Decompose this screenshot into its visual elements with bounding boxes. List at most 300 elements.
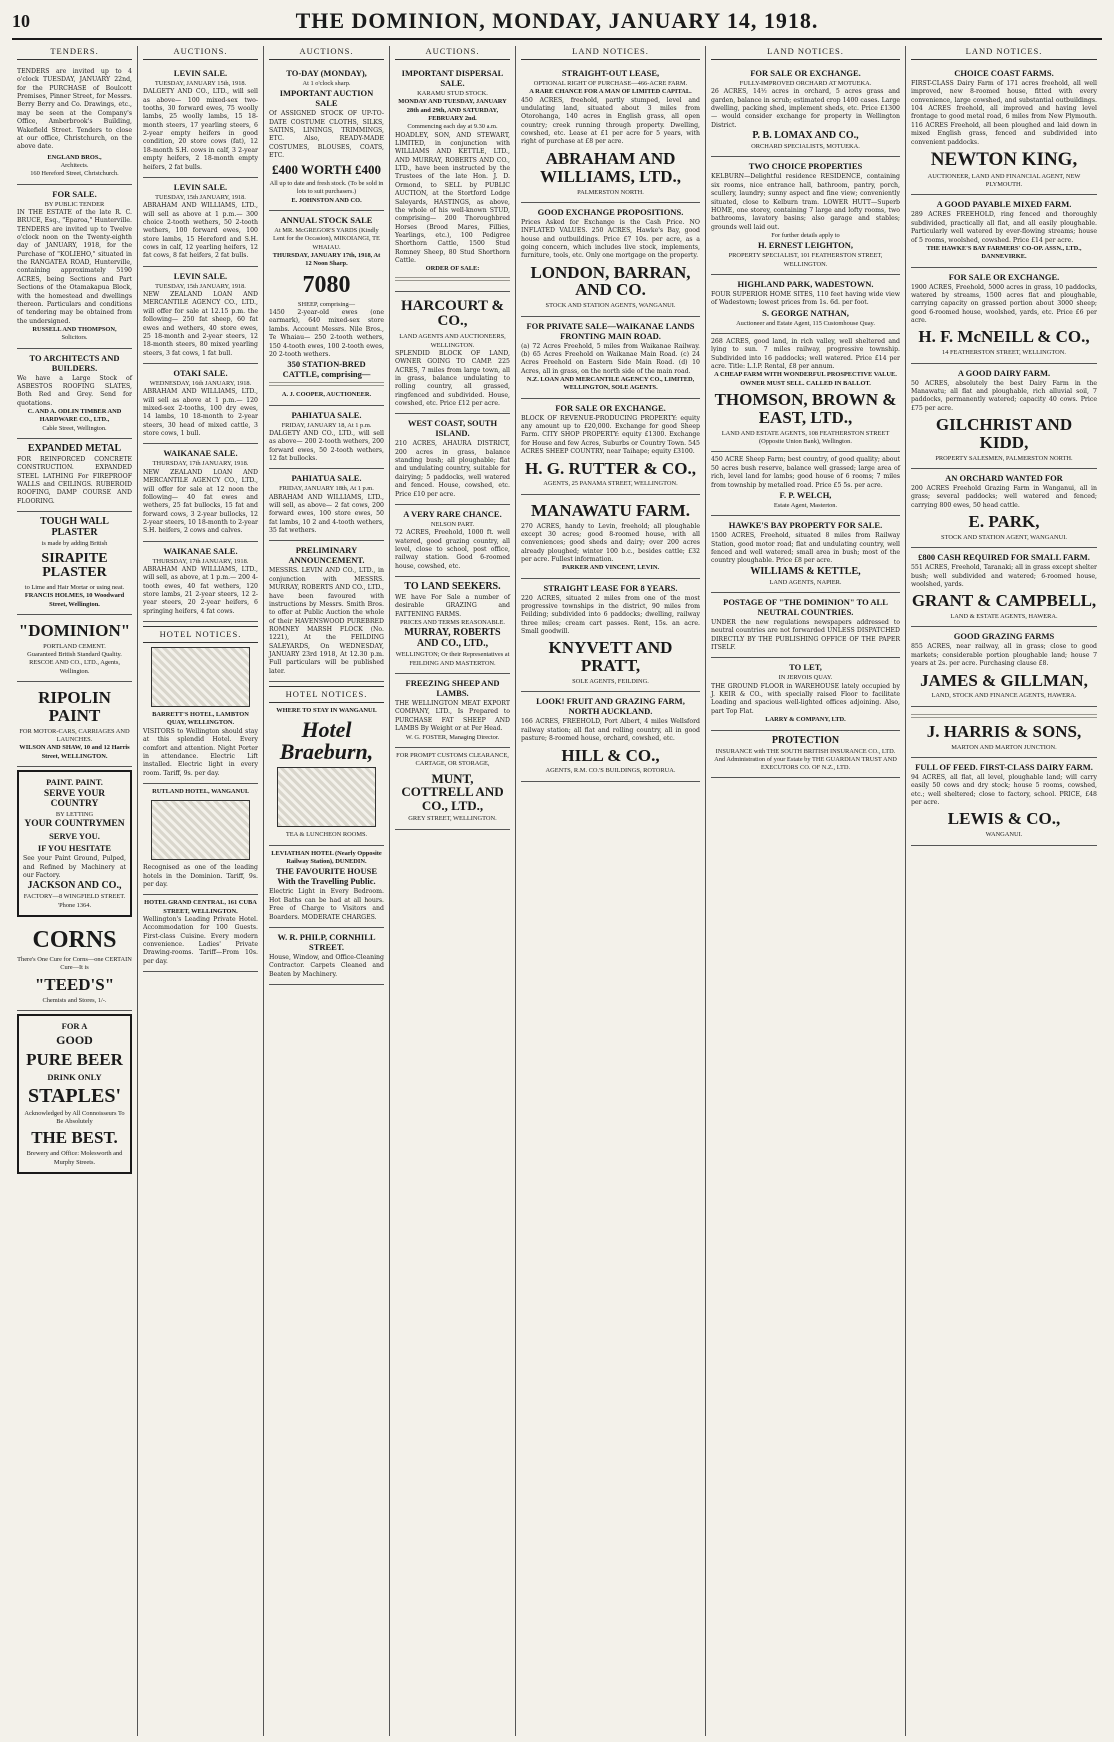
property-listing [911, 268, 1097, 364]
hotel-notice [269, 682, 384, 846]
agent-address: AUCTIONEER, LAND AND FINANCIAL AGENT, NEW PLYMOUTH. [927, 172, 1081, 189]
sale-body: ABRAHAM AND WILLIAMS, LTD., will sell as above at 1 p.m.— 300 choice 2-tooth wethers, 50 2-tooth wethers, 100 forward ewes, 100 store lambs, 15 Hereford and S.H. cows in calf, 12 yearling heifers, 12 fat cows, 8 fat heifers, 2 fat bulls. [143, 202, 258, 260]
section-header: AUCTIONS. [395, 46, 510, 60]
listing-title: FOR SALE OR EXCHANGE. [555, 402, 666, 413]
listing-body: FIRST-CLASS Dairy Farm of 171 acres freehold, all well improved, new 8-roomed house, fitted with every convenience, large cowshed, and substantial outbuildings. 104 ACRES freehold, all improved and having level frontage to good metal road, 6 miles from New Plymouth. 116 ACRES Freehold, all been ploughed and laid down in mixed English grass, fenced and subdivided into convenient paddocks. [911, 80, 1097, 146]
ad-line: YOUR COUNTRYMEN [24, 819, 125, 830]
agent-name: H. G. RUTTER & CO., [525, 458, 696, 478]
agent-name: F. P. WELCH, [779, 489, 832, 500]
hotel-illustration [151, 647, 250, 707]
agent-address: PROPERTY SPECIALIST, 101 FEATHERSTON STREET, WELLINGTON. [728, 252, 883, 268]
sale-notice [143, 64, 258, 178]
hotel-heading: THE FAVOURITE HOUSE With the Travelling Public. [275, 866, 378, 887]
agent-name: H. ERNEST LEIGHTON, [757, 240, 854, 251]
tender-notice [17, 185, 132, 349]
listing-body: 26 ACRES, 14½ acres in orchard, 5 acres grass and garden, balance in scrub; estimated crop 1400 cases. Large dwelling, packing shed, implement sheds, etc. Price £1300 — would consider exchange for property in Wellington District. [711, 88, 900, 129]
sale-order: ORDER OF SALE: [425, 265, 480, 273]
listing-title: A VERY RARE CHANCE. [403, 508, 502, 519]
sale-heading: IMPORTANT AUCTION SALE [279, 88, 374, 109]
sale-notice [269, 406, 384, 470]
ad-agent: WILSON AND SHAW, 10 and 12 Harris Street, WELLINGTON. [19, 744, 130, 760]
listing-body: 268 ACRES, good land, in rich valley, well sheltered and lying to sun. 7 miles railway, progressive township. Subdivided into 16 paddocks; well watered. Price £14 per acre. Title: L.I.P. Rental, £8 per annum. [711, 338, 900, 371]
hotel-name: RUTLAND HOTEL, WANGANUI. [152, 787, 249, 795]
paint-ad [17, 682, 132, 767]
corns-ad [17, 920, 132, 1011]
agent-address: LAND & ESTATE AGENTS, HAWERA. [950, 613, 1058, 621]
sale-body: NEW ZEALAND LOAN AND MERCANTILE AGENCY CO., LTD., will offer for sale at 12.15 p.m. the following— 250 fat sheep, 60 fat ewes and wethers, 40 store ewes, 25 18-month and 2-year steers, 12 18-month steers, 80 mixed yearling steers, 3 fat cows, 1 fat bull. [143, 291, 258, 357]
section-header: HOTEL NOTICES. [269, 686, 384, 703]
ad-subtitle: FOR MOTOR-CARS, CARRIAGES AND LAUNCHES. [19, 727, 130, 744]
section-header: LAND NOTICES. [911, 46, 1097, 60]
listing-body: 94 ACRES, all flat, all level, ploughable land; will carry easily 50 cows and dry stock; house 5 rooms, cowshed, etc.; well sheltered; close to factory, school. PRICE, £48 per acre. [911, 773, 1097, 806]
sale-count: 7080 [302, 271, 351, 298]
agent-address: PALMERSTON NORTH. [577, 188, 644, 196]
notice-title: TO LET, [789, 662, 822, 673]
property-listing [711, 516, 900, 593]
notice-body: THE GROUND FLOOR in WAREHOUSE lately occupied by J. KEIR & CO., with specially raised Floor to facilitate Loading and spacious well-lighted offices adjoining. Also, part Top Flat. [711, 682, 900, 715]
hotel-name: LEVIATHAN HOTEL (Nearly Opposite Railway Station), DUNEDIN. [271, 849, 382, 866]
listing-body: FOUR SUPERIOR HOME SITES, 110 feet having wide view of Wadestown; lowest prices from 1s. 6d. per foot. [711, 290, 900, 307]
ad-title: FOR SALE. [52, 188, 97, 199]
ad-tagline: PRICES AND TERMS REASONABLE. [400, 619, 505, 627]
listing-heading: A CHEAP FARM WITH WONDERFUL PROSPECTIVE VALUE. OWNER MUST SELL. CALLED IN BALLOT. [714, 371, 897, 387]
ad-subtitle: BY PUBLIC TENDER [44, 200, 105, 208]
building-supplies-ad [17, 349, 132, 439]
property-listing [911, 627, 1097, 706]
listing-body: 200 ACRES Freehold Grazing Farm in Wanganui, all in grass; several paddocks; well watered and fenced; carrying 800 ewes, 50 head cattle. [911, 484, 1097, 509]
sale-body: DALGETY AND CO., LTD., will sell as above— 200 2-tooth wethers, 200 forward ewes, 50 2-tooth wethers, 12 fat bullocks. [269, 429, 384, 462]
ad-phone: 'Phone 1364. [57, 901, 92, 909]
agent-address: Estate Agent, Masterton. [773, 501, 838, 509]
cement-ad [17, 615, 132, 682]
agent-name: HARCOURT & CO., [401, 297, 504, 330]
land-agent-ad [395, 292, 510, 415]
ad-line: GOOD [56, 1032, 93, 1047]
property-listing [711, 275, 900, 334]
agent-address: AGENTS, R.M. CO.'S BUILDINGS, ROTORUA. [545, 767, 676, 775]
agent-name: LONDON, BARRAN, AND CO. [530, 262, 691, 300]
brand-name: STAPLES' [28, 1084, 121, 1107]
agent-name: J. HARRIS & SONS, [926, 721, 1082, 741]
listing-subtitle: NELSON PART. [430, 520, 475, 528]
property-listing [911, 469, 1097, 548]
sale-subtitle: At 1 o'clock sharp. [302, 80, 351, 87]
paint-patriotic-ad [17, 770, 132, 917]
ad-body: IN THE ESTATE of the late R. C. BRUCE, Esq., "Eparoa," Hunterville. TENDERS are invited up to Twelve o'clock noon on the Twenty-eighth day of JANUARY, 1918, for the Purchase of "KOLIEHO," situated in the RANGATEA ROAD, Hunterville, containing approximately 5190 ACRES, being Sections and Part Sections of the Otamakapua Block, with the homestead and dwellings thereon. Particulars and conditions of tendering may be obtained from the undersigned. [17, 208, 132, 325]
property-listing [521, 203, 700, 317]
agent-address: LAND AND ESTATE AGENTS, 108 FEATHERSTON STREET (Opposite Union Bank), Wellington. [721, 429, 890, 446]
hotel-notice [269, 846, 384, 928]
section-header: AUCTIONS. [269, 46, 384, 60]
sale-notice [269, 64, 384, 211]
agent-name: WILLIAMS & KETTLE, [750, 565, 861, 577]
agent-name: GRANT & CAMPBELL, [911, 591, 1097, 611]
agent-subtitle: LAND AGENTS AND AUCTIONEERS, WELLINGTON. [399, 333, 506, 349]
sale-body: NEW ZEALAND LOAN AND MERCANTILE AGENCY CO., LTD., will offer for sale at 12 noon the following— 40 fat ewes and wethers, 25 fat bullocks, 15 fat and forward cows, 3 2-year bullocks, 12 2-year steers, 10 18-month to 2-year S.H. heifers, 2 cows and calves. [143, 468, 258, 535]
column-land-notices-3 [906, 46, 1102, 1736]
ad-tagline: to Lime and Hair Mortar or using neat. [24, 583, 125, 591]
listing-title: FOR SALE OR EXCHANGE. [948, 271, 1060, 282]
ad-subtitle: is made by adding British [41, 540, 108, 548]
ad-role: Solicitors. [61, 334, 88, 342]
sale-title: LEVIN SALE. [173, 181, 228, 192]
listing-body: 270 ACRES, handy to Levin, freehold; all ploughable except 30 acres; good 8-roomed house, with all conveniences; good sheds and dairy; over 200 acres already ploughed; winter 100 b.c., besides cattle; £32 per acre. Fullest information. [521, 522, 700, 563]
hotel-brand: Hotel Braeburn, [279, 717, 374, 765]
sale-title: IMPORTANT DISPERSAL SALE. [401, 68, 504, 88]
ad-firm: RUSSELL AND THOMPSON, [32, 325, 117, 333]
property-listing [521, 579, 700, 693]
agent-address: LAND AGENTS, NAPIER. [769, 578, 842, 586]
agent-name: E. PARK, [968, 512, 1040, 532]
agent-address: LAND, STOCK AND FINANCE AGENTS, HAWERA. [931, 692, 1077, 700]
agent-name: H. F. McNEILL & CO., [918, 327, 1090, 347]
customs-ad [395, 748, 510, 830]
ad-line: DRINK ONLY [47, 1071, 102, 1082]
agent-address: SOLE AGENTS, FEILDING. [572, 678, 649, 686]
brand-name: "TEED'S" [34, 974, 115, 994]
property-listing [911, 548, 1097, 627]
listing-title: A GOOD DAIRY FARM. [957, 367, 1051, 378]
ad-body: THE WELLINGTON MEAT EXPORT COMPANY, LTD., Is Prepared to PURCHASE FAT SHEEP AND LAMBS By Weight or at Per Head. [395, 700, 510, 733]
ad-firm: C. AND A. ODLIN TIMBER AND HARDWARE CO., LTD., [27, 408, 122, 424]
postage-notice [711, 593, 900, 658]
sale-notice [143, 444, 258, 541]
sale-notice [143, 364, 258, 444]
listing-body: 450 ACRE Sheep Farm; best country, of good quality; about 50 acres bush reserve, balance well grassed; large area of rich, level land for lambs; good house of 6 rooms; 7 miles from township by metalled road. Price £5 5s. per acre. [711, 456, 900, 489]
meat-export-ad [395, 674, 510, 748]
agent-address: MARTON AND MARTON JUNCTION. [951, 743, 1057, 751]
listing-body: 50 ACRES, absolutely the best Dairy Farm in the Manawatu; all flat and ploughable, rich alluvial soil, 7 paddocks, permanently watered; capacity 40 cows. Price £75 per acre. [911, 379, 1097, 412]
sale-body: Of ASSIGNED STOCK OF UP-TO-DATE COSTUME CLOTHS, SILKS, SATINS, LININGS, TRIMMINGS, ETC. Also, READY-MADE COSTUMES, BLOUSES, COATS, ETC. [269, 110, 384, 160]
listing-title: CHOICE COAST FARMS. [954, 68, 1054, 78]
ad-address: 160 Hereford Street, Christchurch. [30, 170, 119, 178]
listing-body: 1900 ACRES, Freehold, 5000 acres in grass, 10 paddocks, watered by streams, 1500 acres flat and ploughable, carrying capacity on grassed portion about 3000 sheep; good 6-roomed house, woolshed, yards, etc. Price £6 per acre. [911, 283, 1097, 324]
property-listing [395, 505, 510, 577]
listing-body: BLOCK OF REVENUE-PRODUCING PROPERTY: equity any amount up to £20,000. Exchange for good Sheep Farm. CITY SHOP PROPERTY: equity £1300. Exchange for House and few Acres, Suburbs or Country Town. 545 ACRES SHEEP COUNTRY, near Taihape; equity £3100. [521, 414, 700, 456]
sale-title: PRELIMINARY ANNOUNCEMENT. [288, 545, 365, 566]
section-header: LAND NOTICES. [711, 46, 900, 60]
hotel-body: TEA & LUNCHEON ROOMS. [285, 831, 368, 839]
listing-subtitle: FULLY-IMPROVED ORCHARD AT MOTUEKA. [739, 80, 872, 87]
ad-body: We have a Large Stock of ASBESTOS ROOFING SLATES, Both Red and Grey. Send for quotations. [17, 374, 132, 407]
sale-date: FRIDAY, JANUARY 18, At 1 p.m. [281, 421, 372, 429]
listing-title: STRAIGHT-OUT LEASE, [561, 68, 660, 78]
sale-notice [269, 469, 384, 541]
sale-subtitle: Commencing each day at 9.30 a.m. [407, 123, 498, 131]
ad-role: Architects. [60, 161, 89, 169]
property-listing [521, 692, 700, 781]
notice-subtitle: IN JERVOIS QUAY. [778, 674, 833, 682]
listing-body: 289 ACRES FREEHOLD, ring fenced and thoroughly subdivided, practically all flat, and all easily ploughable. Particularly well watered by ever-flowing streams; house of 5 rooms, woolshed, cowshed. Price £14 per acre. [911, 211, 1097, 244]
sale-date: THURSDAY, 17th JANUARY, 1918. [152, 460, 249, 468]
sale-title: ANNUAL STOCK SALE [280, 215, 373, 226]
property-listing [395, 414, 510, 505]
property-listing [521, 495, 700, 579]
agent-address: WANGANUI. [985, 831, 1023, 839]
column-land-notices-1 [516, 46, 706, 1736]
brand-name: RIPOLIN PAINT [38, 688, 111, 725]
listing-title: MANAWATU FARM. [531, 500, 690, 520]
listing-title: GOOD EXCHANGE PROPOSITIONS. [537, 206, 684, 217]
ad-title: FOR PROMPT CUSTOMS CLEARANCE, CARTAGE, OR STORAGE, [396, 751, 509, 768]
sale-date: FRIDAY, JANUARY 18th, At 1 p.m. [279, 485, 374, 493]
listing-title: GOOD GRAZING FARMS [953, 631, 1055, 642]
sale-title: TO-DAY (MONDAY), [286, 68, 367, 78]
sale-notice [143, 178, 258, 267]
ad-address: Brewery and Office: Molesworth and Murphy Streets. [26, 1150, 123, 1166]
section-header: HOTEL NOTICES. [143, 626, 258, 643]
agent-address: ORCHARD SPECIALISTS, MOTUEKA. [751, 143, 860, 151]
listing-title: £800 CASH REQUIRED FOR SMALL FARM. [918, 552, 1090, 563]
listing-body: 72 ACRES, Freehold, 1000 ft. well watered, good grazing country, all level, close to school, post office, railway station. Good 6-roomed house, cowshed, etc. [395, 529, 510, 570]
ad-body: SPLENDID BLOCK OF LAND, OWNER GOING TO CAMP. 225 ACRES, 7 miles from large town, all in grass, balance undulating to rolling country, all grassed, ringfenced and subdivided. House, cowshed, etc. Price £12 per acre. [395, 349, 510, 408]
listing-body: Prices Asked for Exchange is the Cash Price. NO INFLATED VALUES. 250 ACRES, Hawke's Bay, good house and outbuildings. Price £7 10s. per acre, as a going concern, which includes live stock, implements, furniture, tools, etc. Only one mortgage on the property. [521, 218, 700, 260]
ad-title: TO ARCHITECTS AND BUILDERS. [29, 352, 120, 373]
property-listing [911, 195, 1097, 267]
sale-notice [395, 64, 510, 292]
brand-name: "DOMINION" [18, 620, 131, 640]
hotel-notice [143, 895, 258, 972]
sale-date: MONDAY AND TUESDAY, JANUARY 28th and 29th, AND SATURDAY, FEBRUARY 2nd. [398, 98, 507, 122]
listing-body: 450 ACRES, freehold, partly stumped, level and undulating land, situated about 3 miles from Otorohanga, 140 acres in English grass, all open country; creek running through property. Dwelling, cowshed, etc. Lease at £1 per acre for 5 years, with right of purchase at £8 per acre. [521, 96, 700, 146]
ad-address: WELLINGTON; Or their Representatives at FEILDING AND MASTERTON. [395, 651, 510, 667]
hotel-body: VISITORS to Wellington should stay at this splendid Hotel. Every comfort and attention. Night Porter in attendance. Electric Lift installed. Electric light in every room. Tariff, 9s. per day. [143, 727, 258, 777]
ad-address: GREY STREET, WELLINGTON. [408, 815, 497, 823]
sale-body: ABRAHAM AND WILLIAMS, LTD., will sell, as above— 2 fat cows, 200 forward ewes, 100 store ewes, 50 fat lambs, 10 2 and 4-tooth wethers, 35 fat wethers. [269, 493, 384, 535]
newspaper-title: THE DOMINION, MONDAY, JANUARY 14, 1918. [295, 8, 819, 33]
listing-body: 855 ACRES, near railway, all in grass; close to good markets; considerable portion ploughable land; house 7 years at 2s. per acre. Purchasing clause £8. [911, 643, 1097, 668]
sale-title: LEVIN SALE. [173, 270, 228, 281]
agent-name: NEWTON KING, [930, 148, 1078, 170]
sale-date: TUESDAY, 15th JANUARY, 1918. [155, 193, 246, 201]
listing-body: (a) 72 Acres Freehold, 5 miles from Waikanae Railway. (b) 65 Acres Freehold on Waikanae Main Road. (c) 24 Acres Freehold on Eastern Side Main Road. (d) 10 Acres, all in grass, on the north side of the main road. [521, 342, 700, 375]
ad-body: INSURANCE with THE SOUTH BRITISH INSURANCE CO., LTD. And Administration of your Estate by THE GUARDIAN TRUST AND EXECUTORS CO. OF N.Z., LTD. [714, 747, 897, 772]
sale-notice [269, 211, 384, 405]
sale-notice [143, 542, 258, 622]
column-tenders [12, 46, 138, 1736]
listing-body: 210 ACRES, AHAURA DISTRICT, 200 acres in grass, balance standing bush; all ploughable; flat and undulating country, suitable for dairying; 5 paddocks, well watered and fenced. House, cowshed, etc. Price £10 per acre. [395, 440, 510, 498]
brand-name: CORNS [32, 927, 117, 954]
property-listing [711, 452, 900, 516]
tender-notice [17, 64, 132, 185]
agent-address: 14 FEATHERSTON STREET, WELLINGTON. [942, 349, 1066, 357]
notice-body: UNDER the new regulations newspapers addressed to neutral countries are not forwarded UNLESS DISPATCHED DIRECTLY BY THE PUBLISHING OFFICE OF THE PAPER ITSELF. [711, 618, 900, 652]
notice-title: POSTAGE OF "THE DOMINION" TO ALL NEUTRAL COUNTRIES. [723, 596, 888, 617]
agent-address: Auctioneer and Estate Agent, 115 Customhouse Quay. [736, 319, 875, 327]
property-listing [911, 64, 1097, 195]
ad-line: SERVE YOUR COUNTRY [43, 789, 106, 810]
ad-title: FREEZING SHEEP AND LAMBS. [405, 678, 500, 699]
sale-notice [143, 267, 258, 364]
ad-line: BY LETTING [55, 811, 94, 819]
hotel-illustration [277, 767, 376, 827]
ad-body: TENDERS are invited up to 4 o'clock TUESDAY, JANUARY 22nd, for the PURCHASE of Boulcott Premises, Pinner Street, for Messrs. Berry Berry and Co. Drawings, etc., may be seen at the Company's Office, Amberbrook's Building, Wakefield Street. Tenders to close at our office, Christchurch, on the above date. [17, 68, 132, 151]
sale-body: DALGETY AND CO., LTD., will sell as above— 100 mixed-sex two-tooths, 30 forward ewes, 75 woolly lambs, 25 woolly lambs, 15 18-month steers, 17 yearling steers, 6 2-year empty heifers in good condition, 20 store cows (fat), 12 18-month S.H. cows in calf, 3 2-year empty heifers, 2 18-month empty heifers, 2 fat bulls. [143, 88, 258, 171]
agent-name: P. B. LOMAX AND CO., [752, 130, 859, 142]
agent-address: STOCK AND STATION AGENTS, WANGANUI. [545, 302, 676, 310]
ad-line: THE BEST. [31, 1128, 118, 1148]
listing-body: KELBURN—Delightful residence RESIDENCE, containing six rooms, nice entrance hall, bathroom, pantry, porch, scullery, laundry; sunny aspect and fine view; conveniently situated, close to Kelburn tram. LOWER HUTT—Superb HOME, one storey, containing 7 large and lofty rooms, two bathrooms, lavatory basins; also garage and stables; grounds well laid out. [711, 173, 900, 231]
hotel-body: Electric Light in Every Bedroom. Hot Baths can be had at all hours. Free of Charge to Visitors and Boarders. MODERATE CHARGES. [269, 888, 384, 921]
sale-title: OTAKI SALE. [173, 367, 228, 378]
sale-subtitle: KARAMU STUD STOCK. [417, 90, 488, 97]
listing-title: A GOOD PAYABLE MIXED FARM. [936, 199, 1072, 210]
sale-tagline: All up to date and fresh stock. (To be sold in lots to suit purchasers.) [269, 180, 384, 196]
listing-title: HIGHLAND PARK, WADESTOWN. [737, 278, 874, 289]
section-header: LAND NOTICES. [521, 46, 700, 60]
listing-heading: A RARE CHANCE FOR A MAN OF LIMITED CAPITAL. [529, 88, 692, 96]
sale-title: WAIKANAE SALE. [163, 448, 238, 459]
agent-address: PROPERTY SALESMEN, PALMERSTON NORTH. [935, 454, 1073, 462]
column-auctions-2 [264, 46, 390, 1736]
sale-body: HOADLEY, SON, AND STEWART, LIMITED, in conjunction with WILLIAMS AND KETTLE, LTD., AND MURRAY, ROBERTS AND CO., LTD., have been instructed by the Trustees of the late Hon. J. D. Ormond, to SELL by PUBLIC AUCTION, at the Stortford Lodge Saleyards, HASTINGS, as above, the whole of his well-known STUD, comprising— 200 Thoroughbred Horses (Brood Mares, Fillies, Yearlings, etc.), 100 Pedigree Shorthorn Cattle, 1500 Stud Romney Sheep, 80 Stud Shorthorn Cattle. [395, 131, 510, 265]
listing-title: TWO CHOICE PROPERTIES [748, 161, 863, 172]
ad-address: Cable Street, Wellington. [42, 424, 107, 432]
ad-title: EXPANDED METAL [27, 443, 122, 455]
ad-body: See your Paint Ground, Pulped, and Refined by Machinery at our Factory. [23, 855, 126, 880]
hotel-notice [143, 784, 258, 895]
property-listing [521, 64, 700, 203]
ad-body: House, Window, and Office-Cleaning Contractor. Carpets Cleaned and Beaten by Machinery. [269, 953, 384, 978]
agent-name: JAMES & GILLMAN, [920, 670, 1088, 690]
listing-body: 166 ACRES, FREEHOLD, Port Albert, 4 miles Wellsford railway station; all flat and rolling country, all in good pasture; 8-roomed house, orchard, cowshed, etc. [521, 718, 700, 743]
agent-name: HILL & CO., [561, 745, 660, 765]
property-listing [711, 64, 900, 157]
ad-line: SERVE YOU. [49, 831, 100, 842]
sale-body: 1450 2-year-old ewes (one earmark), 640 mixed-sex store lambs. Account Messrs. Nile Bros., Te Whaiau— 250 2-tooth wethers, 150 4-tooth ewes, 100 2-tooth ewes, 20 2-tooth wethers. [269, 309, 384, 358]
ad-tagline: Chemists and Stores, 1/-. [42, 996, 107, 1004]
hotel-body: Recognised as one of the leading hotels in the Dominion. Tariff, 9s. per day. [143, 864, 258, 888]
listing-title: STRAIGHT LEASE FOR 8 YEARS. [543, 582, 678, 593]
sale-title: WAIKANAE SALE. [163, 545, 238, 556]
to-let-notice [711, 658, 900, 730]
agent-address: STOCK AND STATION AGENT, WANGANUI. [941, 533, 1067, 541]
ad-title: TO LAND SEEKERS. [404, 581, 501, 593]
hotel-illustration [151, 800, 250, 860]
hotel-heading: WHERE TO STAY IN WANGANUI. [276, 707, 377, 715]
sale-worth: £400 WORTH £400 [271, 162, 382, 178]
sale-firm: E. JOHNSTON AND CO. [291, 196, 362, 204]
ad-firm: JACKSON AND CO., [27, 880, 122, 892]
hotel-body: Wellington's Leading Private Hotel. Accommodation for 100 Guests. First-class Cuisine. Every modern convenience. Ladies' Private Drawing-rooms. Tariff—From 10s. per day. [143, 916, 258, 965]
ad-firm: MUNT, COTTRELL AND CO., LTD., [401, 770, 504, 813]
property-listing [911, 707, 1097, 758]
sale-subtitle: SHEEP, comprising— [297, 300, 356, 308]
sale-notice [269, 541, 384, 682]
sale-location: At MR. McGREGOR'S YARDS (Kindly Lent for the Occasion), MIKOIANGI, TE WHAIAU. [273, 227, 380, 251]
ad-subtitle: PORTLAND CEMENT. [43, 642, 106, 650]
ad-title: TOUGH WALL PLASTER [40, 516, 109, 539]
sale-date: THURSDAY, JANUARY 17th, 1918, At 12 Noon Sharp. [272, 252, 381, 268]
listing-title: HAWKE'S BAY PROPERTY FOR SALE. [728, 520, 883, 531]
sale-date: THURSDAY, 17th JANUARY, 1918. [152, 557, 249, 565]
agent-name: PARKER AND VINCENT, LEVIN. [561, 564, 660, 572]
ad-body: FOR REINFORCED CONCRETE CONSTRUCTION. EXPANDED STEEL LATHING For FIREPROOF WALLS and CEILINGS. RUBEROID ROOFING, DAMP COURSE AND FLOORING. [17, 456, 132, 505]
listing-title: LOOK! FRUIT AND GRAZING FARM, NORTH AUCKLAND. [536, 696, 685, 717]
agent-address: AGENTS, 25 PANAMA STREET, WELLINGTON. [543, 480, 678, 488]
expanded-metal-ad [17, 439, 132, 512]
page-number: 10 [12, 10, 30, 31]
property-listing [911, 758, 1097, 846]
insurance-ad [711, 731, 900, 779]
ad-body: Guaranteed British Standard Quality. RESCOE AND CO., LTD., Agents, Wellington. [27, 651, 122, 675]
agent-name: ABRAHAM AND WILLIAMS, LTD., [539, 148, 682, 186]
ad-firm: MURRAY, ROBERTS AND CO., LTD., [404, 627, 501, 650]
notice-firm: LARRY & COMPANY, LTD. [765, 716, 846, 724]
sale-title: PAHIATUA SALE. [291, 409, 362, 420]
sale-title: PAHIATUA SALE. [291, 473, 362, 484]
ad-title: PAINT. PAINT. [46, 777, 103, 788]
ad-line: FOR A [61, 1020, 88, 1031]
hotel-name: HOTEL GRAND CENTRAL, 161 CUBA STREET, WELLINGTON. [144, 899, 257, 915]
sale-date: WEDNESDAY, 16th JANUARY, 1918. [149, 379, 252, 387]
sale-title: LEVIN SALE. [173, 68, 228, 78]
ad-firm: W. G. FOSTER, Managing Director. [405, 733, 500, 741]
listing-body: 1500 ACRES, Freehold, situated 8 miles from Railway Station, good motor road; flat and undulating country, well fenced and well watered; small area in bush; most of the country ploughable. Price £8 per acre. [711, 532, 900, 565]
listing-title: AN ORCHARD WANTED FOR [945, 472, 1063, 483]
section-header: TENDERS. [17, 46, 132, 60]
plaster-ad [17, 512, 132, 615]
brand-name: SIRAPITE PLASTER [41, 550, 108, 581]
listing-body: 551 ACRES, Freehold, Taranaki; all in grass except shelter bush; well subdivided and watered; 6-roomed house, woolshed, yards. [911, 564, 1097, 588]
ad-address: FACTORY—8 WINGFIELD STREET. [23, 893, 126, 901]
listing-title: FULL OF FEED. FIRST-CLASS DAIRY FARM. [915, 761, 1093, 772]
section-header: AUCTIONS. [143, 46, 258, 60]
ad-agent: FRANCIS HOLMES, 10 Woodward Street, Wellington. [24, 592, 125, 608]
ad-subtitle: Acknowledged by All Connoisseurs To Be Absolutely [24, 1109, 125, 1126]
column-auctions-1 [138, 46, 264, 1736]
agent-name: N.Z. LOAN AND MERCANTILE AGENCY CO., LIMITED, WELLINGTON, SOLE AGENTS. [526, 376, 695, 392]
listing-body: 220 ACRES, situated 2 miles from one of the most progressive townships in the district, 90 miles from Feilding; subdivided into 6 paddocks; dwelling, railway three miles; cream cart passes. Rent, 15s. an acre. Small goodwill. [521, 594, 700, 636]
property-listing [911, 364, 1097, 469]
property-listing [711, 334, 900, 452]
contractor-ad [269, 928, 384, 985]
listing-title: WEST COAST, SOUTH ISLAND. [407, 418, 498, 439]
agent-name: S. GEORGE NATHAN, [762, 307, 849, 318]
sale-body: MESSRS. LEVIN AND CO., LTD., in conjunction with MESSRS. MURRAY, ROBERTS AND CO., LTD., have been favoured with instructions by Messrs. Smith Bros. to offer at Public Auction the whole of their HAVENSWOOD PUREBRED ROMNEY MARSH FLOCK (No. 1221), At the FEILDING SALEYARDS, On WEDNESDAY, JANUARY 23rd 1918, At 12.30 p.m. Full particulars will be published later. [269, 567, 384, 675]
property-listing [521, 317, 700, 399]
sale-date: TUESDAY, JANUARY 15th, 1918. [154, 80, 247, 87]
agent-name: THOMSON, BROWN & EAST, LTD., [714, 390, 897, 427]
sale-heading: 350 STATION-BRED CATTLE, comprising— [282, 359, 371, 380]
ad-subtitle: There's One Cure for Corns—one CERTAIN Cure—It is [17, 956, 132, 972]
beer-ad [17, 1014, 132, 1174]
property-listing [711, 157, 900, 275]
sale-date: TUESDAY, 15th JANUARY, 1918. [155, 282, 246, 290]
listing-title: FOR SALE OR EXCHANGE. [750, 68, 861, 78]
ad-body: WE have For Sale a number of desirable GRAZING and FATTENING FARMS. [395, 594, 510, 618]
column-land-notices-2 [706, 46, 906, 1736]
sale-body: ABRAHAM AND WILLIAMS, LTD., will sell, as above, at 1 p.m.— 200 4-tooth ewes, 40 fat wethers, 120 store lambs, 21 2-year steers, 12 2-year steers, 20 2-year heifers, 6 springing heifers, 4 fat cows. [143, 565, 258, 615]
agent-name: LEWIS & CO., [947, 809, 1061, 829]
ad-line: PURE BEER [26, 1049, 123, 1069]
masthead [12, 4, 1102, 40]
land-seekers-ad [395, 577, 510, 674]
agent-name: GILCHRIST AND KIDD, [935, 414, 1073, 452]
agent-name: THE HAWKE'S BAY FARMERS' CO-OP. ASSN., LTD., DANNEVIRKE. [926, 244, 1082, 261]
column-auctions-3 [390, 46, 516, 1736]
sale-firm: A. J. COOPER, AUCTIONEER. [281, 391, 372, 399]
listing-subtitle: OPTIONAL RIGHT OF PURCHASE—466-ACRE FARM. [533, 80, 688, 87]
listing-title: FOR PRIVATE SALE—WAIKANAE LANDS FRONTING MAIN ROAD. [526, 320, 695, 341]
hotel-name: BARRETT'S HOTEL, LAMBTON QUAY, WELLINGTON. [152, 711, 249, 727]
agent-name: KNYVETT AND PRATT, [548, 638, 673, 676]
sale-body: ABRAHAM AND WILLIAMS, LTD., will sell as above at 1 p.m.— 120 mixed-sex 2-tooths, 100 dry ewes, 14 lambs, 10 18-month to 2-year steers, 30 head of mixed cattle, 3 store cows, 1 bull. [143, 388, 258, 438]
listing-contact: For further details apply to [771, 231, 840, 239]
ad-firm: W. R. PHILP, CORNHILL STREET. [277, 931, 376, 952]
ad-line: IF YOU HESITATE [37, 843, 112, 854]
property-listing [521, 399, 700, 495]
